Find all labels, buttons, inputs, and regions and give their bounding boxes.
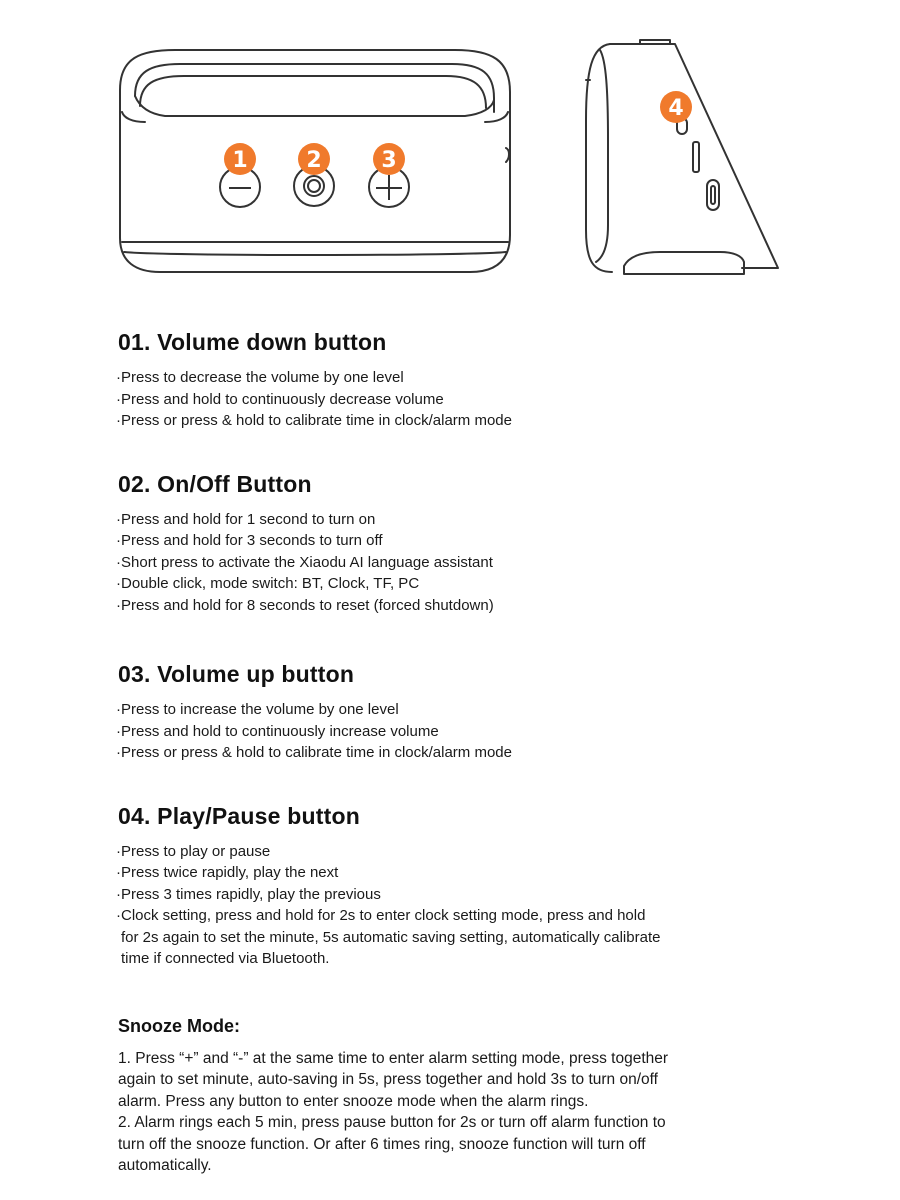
- section-title: 04. Play/Pause button: [118, 802, 360, 829]
- list-item: · Double click, mode switch: BT, Clock, TF, PC: [118, 573, 818, 595]
- bullet-list: [118, 841, 818, 970]
- list-item-continuation: for 2s again to set the minute, 5s automatic saving setting, automatically calibrate: [121, 928, 661, 946]
- list-item: · Press twice rapidly, play the next: [118, 862, 818, 884]
- list-item: · Press and hold for 1 second to turn on: [118, 509, 818, 531]
- bullet-list: [118, 699, 818, 764]
- section-volume-up: [118, 659, 818, 764]
- list-item: · Press to increase the volume by one level: [118, 699, 818, 721]
- list-item: · Press and hold for 8 seconds to reset (forced shutdown): [118, 595, 818, 617]
- badge-1: [224, 143, 256, 175]
- snooze-line: turn off the snooze function. Or after 6 times ring, snooze function will turn off: [118, 1135, 646, 1153]
- product-diagram: [0, 0, 900, 300]
- list-item: · Press and hold to continuously decrease volume: [118, 389, 818, 411]
- list-item-continuation: time if connected via Bluetooth.: [121, 950, 330, 967]
- bullet-list: [118, 509, 818, 617]
- badge-4-number: 4: [668, 96, 684, 121]
- snooze-title: Snooze Mode:: [118, 1015, 240, 1036]
- snooze-line: alarm. Press any button to enter snooze mode when the alarm rings.: [118, 1092, 589, 1110]
- list-item: · Press to play or pause: [118, 841, 818, 863]
- list-item: · Press to decrease the volume by one level: [118, 367, 818, 389]
- snooze-line: automatically.: [118, 1157, 212, 1174]
- section-title: 01. Volume down button: [118, 329, 387, 355]
- section-title: 03. Volume up button: [118, 661, 355, 687]
- section-play-pause: [118, 801, 818, 970]
- badge-2-number: 2: [306, 148, 322, 173]
- section-on-off: [118, 469, 818, 617]
- snooze-line: 1. Press “+” and “-” at the same time to enter alarm setting mode, press together: [118, 1049, 669, 1067]
- instructions: [118, 327, 818, 1177]
- section-title: 02. On/Off Button: [118, 470, 312, 497]
- section-volume-down: [118, 327, 818, 432]
- list-item: · Press and hold for 3 seconds to turn off: [118, 530, 818, 552]
- snooze-line: 2. Alarm rings each 5 min, press pause button for 2s or turn off alarm function to: [118, 1114, 666, 1131]
- badge-2: [298, 143, 330, 175]
- snooze-line: again to set minute, auto-saving in 5s, press together and hold 3s to turn on/off: [118, 1071, 658, 1088]
- list-item: · Press or press & hold to calibrate time in clock/alarm mode: [118, 742, 818, 764]
- bullet-list: [118, 367, 818, 432]
- list-item: · Press and hold to continuously increase volume: [118, 721, 818, 743]
- list-item: · Press or press & hold to calibrate time in clock/alarm mode: [118, 410, 818, 432]
- badge-1-number: 1: [232, 148, 248, 173]
- list-item: · Clock setting, press and hold for 2s to enter clock setting mode, press and hold: [118, 905, 818, 927]
- side-view: [586, 40, 778, 274]
- badge-3: [373, 143, 405, 175]
- list-item: · Short press to activate the Xiaodu AI language assistant: [118, 552, 818, 574]
- badge-4: [660, 91, 692, 123]
- section-snooze: [118, 1014, 818, 1177]
- list-item: · Press 3 times rapidly, play the previous: [118, 884, 818, 906]
- badge-3-number: 3: [381, 148, 397, 173]
